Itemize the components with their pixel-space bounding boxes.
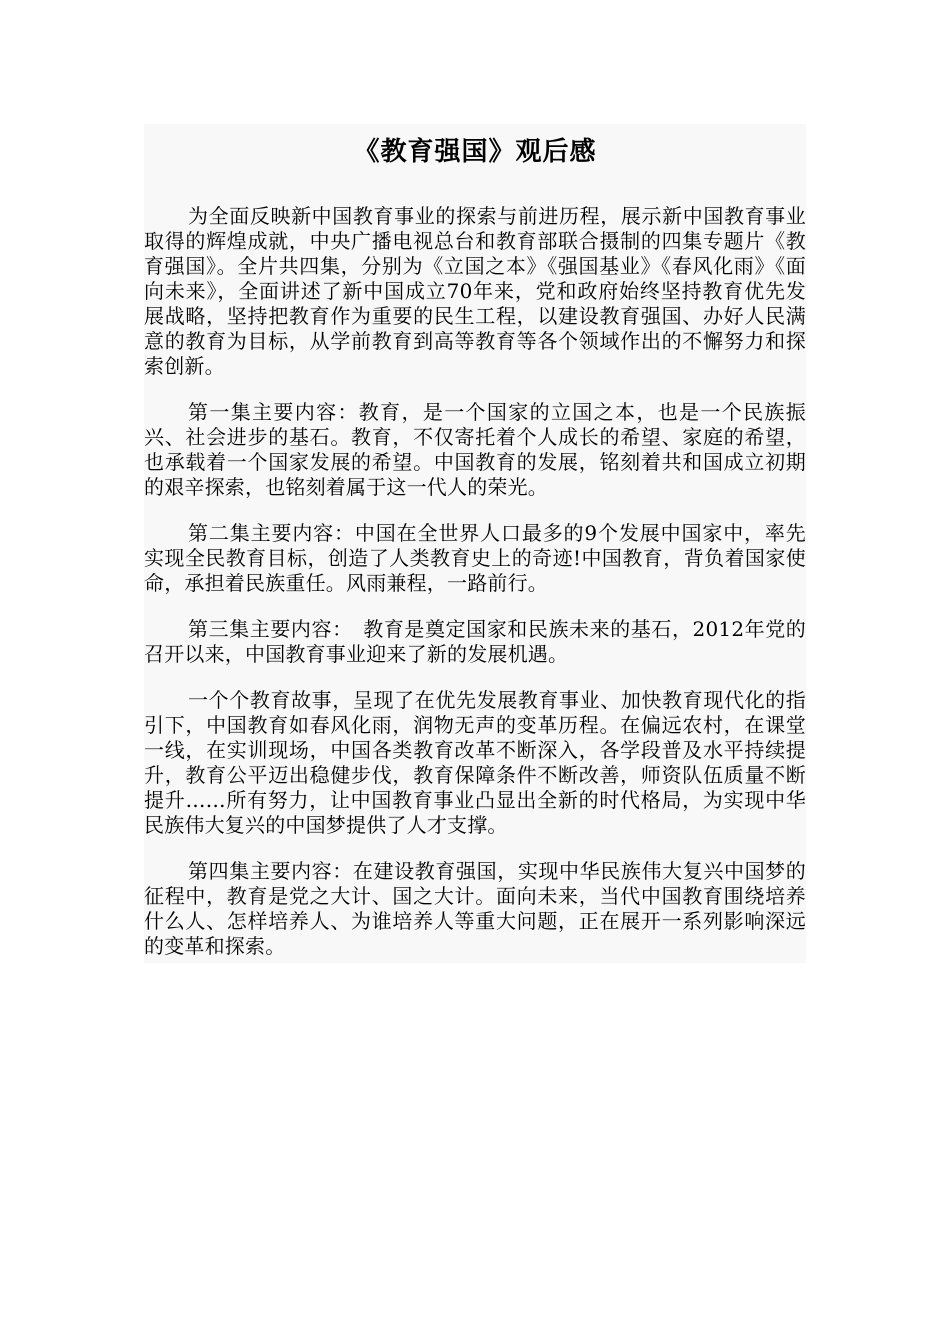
episode-2-paragraph: 第二集主要内容：中国在全世界人口最多的9个发展中国家中，率先实现全民教育目标，创造了人类教育史上的奇迹!中国教育，背负着国家使命，承担着民族重任。风雨兼程，一路前行。 xyxy=(144,521,806,595)
document-title: 《教育强国》观后感 xyxy=(353,137,597,167)
episode-1-paragraph: 第一集主要内容：教育，是一个国家的立国之本，也是一个民族振兴、社会进步的基石。教育，不仅寄托着个人成长的希望、家庭的希望，也承载着一个国家发展的希望。中国教育的发展，铭刻着共和国成立初期的艰辛探索，也铭刻着属于这一代人的荣光。 xyxy=(144,400,806,499)
episode-3-paragraph: 第三集主要内容： 教育是奠定国家和民族未来的基石，2012年党的召开以来，中国教育事业迎来了新的发展机遇。 xyxy=(144,617,806,666)
intro-paragraph: 为全面反映新中国教育事业的探索与前进历程，展示新中国教育事业取得的辉煌成就，中央广播电视总台和教育部联合摄制的四集专题片《教育强国》。全片共四集，分别为《立国之本》《强国基业》《春风化雨》《面向未来》，全面讲述了新中国成立70年来，党和政府始终坚持教育优先发展战略，坚持把教育作为重要的民生工程，以建设教育强国、办好人民满意的教育为目标，从学前教育到高等教育等各个领域作出的不懈努力和探索创新。 xyxy=(144,204,806,378)
article-body xyxy=(144,124,806,963)
episode-4-paragraph: 第四集主要内容：在建设教育强国，实现中华民族伟大复兴中国梦的征程中，教育是党之大计、国之大计。面向未来，当代中国教育围绕培养什么人、怎样培养人、为谁培养人等重大问题，正在展开一系列影响深远的变革和探索。 xyxy=(144,859,806,958)
education-stories-paragraph: 一个个教育故事，呈现了在优先发展教育事业、加快教育现代化的指引下，中国教育如春风化雨，润物无声的变革历程。在偏远农村，在课堂一线，在实训现场，中国各类教育改革不断深入，各学段普及水平持续提升，教育公平迈出稳健步伐，教育保障条件不断改善，师资队伍质量不断提升……所有努力，让中国教育事业凸显出全新的时代格局，为实现中华民族伟大复兴的中国梦提供了人才支撑。 xyxy=(144,688,806,837)
